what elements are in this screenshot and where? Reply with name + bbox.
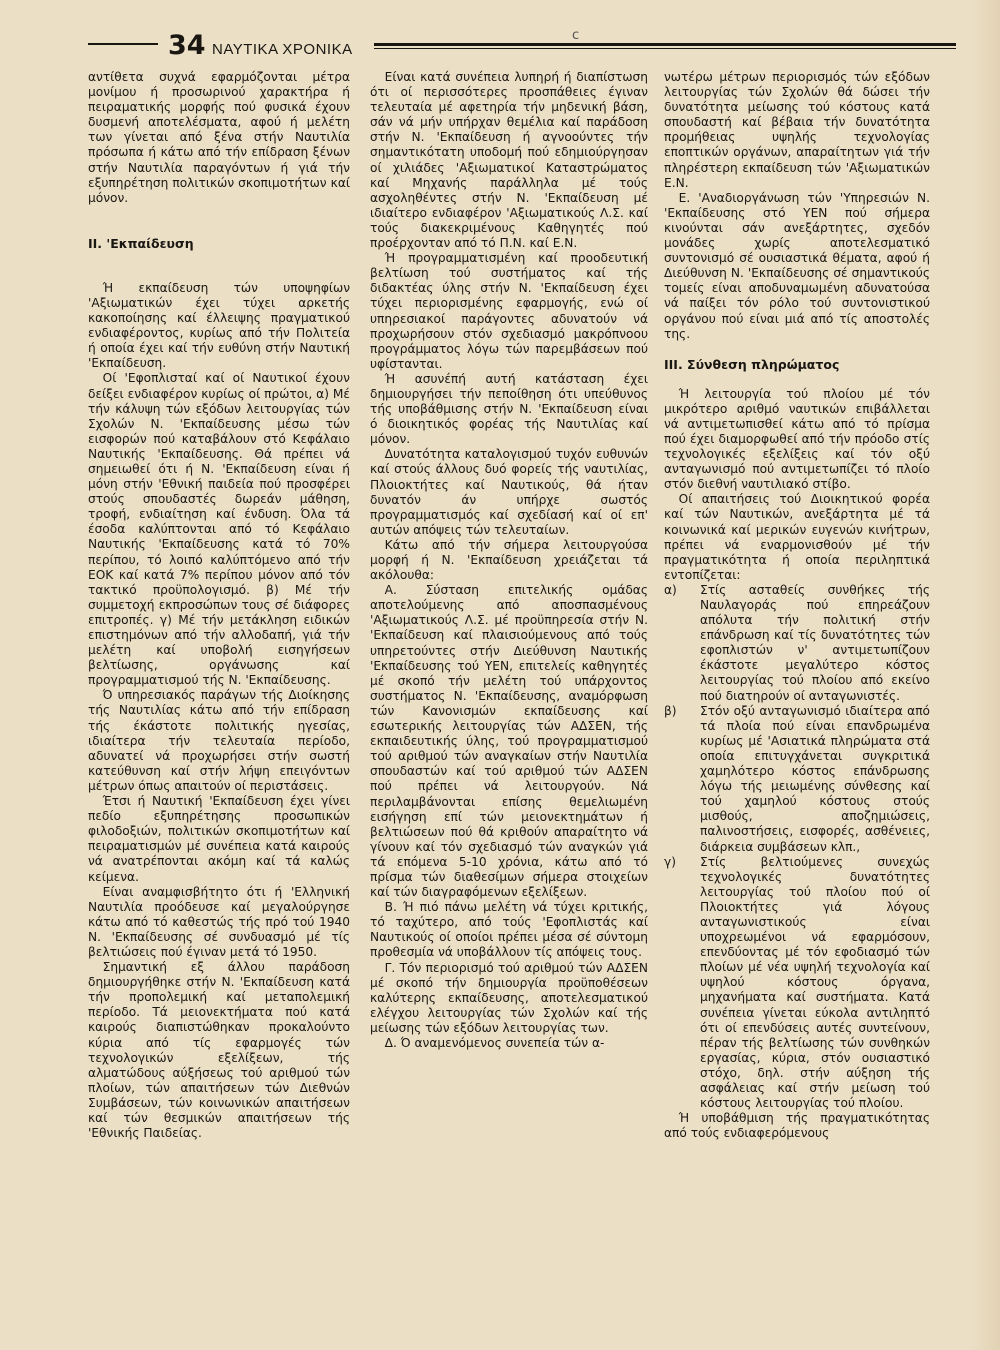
- paragraph: Γ. Τόν περιορισμό τού αριθμού τών ΑΔΣΕΝ μέ σκοπό τήν δημιουργία προϋποθέσεων καλύτερης εκπαίδευσης, αποτελεσματικού ελέγχου λειτουργίας τών Σχολών καί τής μείωσης τών εξόδων λειτουργίας των.: [370, 960, 648, 1035]
- paragraph: Ή υποβάθμιση τής πραγματικότητας από τούς ενδιαφερόμενους: [664, 1111, 930, 1141]
- page-edge-shading: [970, 0, 1000, 1350]
- paragraph: Είναι κατά συνέπεια λυπηρή ή διαπίστωση ότι οί περισσότερες προσπάθειες έγιναν τελευταία μέ αφετηρία τήν μηδενική βάση, σάν νά μήν υπήρχαν θεμέλια καί παράδοση στήν Ν. 'Εκπαίδευση ή αγνοούντες τήν σημαντικότατη υποδομή πού εδημιούργησαν οί χιλιάδες 'Αξιωματικοί Καταστρώματος καί Μηχανής παράλληλα μέ τούς ασχοληθέντες στήν Ν. 'Εκπαίδευση μέ ιδιαίτερο ενδιαφέρον 'Αξιωματικούς Λ.Σ. καί τούς διακεκριμένους Καθηγητές πού προέρχονταν από τό Π.Ν. καί Ε.Ν.: [370, 70, 648, 251]
- list-label: γ): [664, 854, 676, 869]
- paragraph: Ή προγραμματισμένη καί προοδευτική βελτίωση τού συστήματος καί τής διδακτέας ύλης στήν Ν. 'Εκπαίδευση έχει τύχει περιορισμένης εφαρμογής, ενώ οί υπηρεσιακοί παράγοντες αδυνατούν νά προχωρήσουν στόν σχεδιασμό μακρόπνοου προγράμματος λόγω τών παρεμβάσεων πού υφίστανται.: [370, 251, 648, 371]
- paragraph: Α. Σύσταση επιτελικής ομάδας αποτελούμενης από αποσπασμένους 'Αξιωματικούς Λ.Σ. μέ προϋπηρεσία στήν Ν. 'Εκπαίδευση καί πλαισιούμενους από τούς υπηρετούντες στήν Διεύθυνση Ναυτικής 'Εκπαίδευσης τού ΥΕΝ, επιτελείς καθηγητές μέ σκοπό τήν μελέτη τού υπάρχοντος συστήματος Ν. 'Εκπαίδευσης, αναμόρφωση τών Κανονισμών εκπαίδευσης καί εσωτερικής λειτουργίας τών ΑΔΣΕΝ, τής εκπαιδευτικής ύλης, τού προγραμματισμού τού αριθμού τών αναγκαίων στήν Ναυτιλία σπουδαστών καί τού αριθμού τών ΑΔΣΕΝ πού πρέπει νά λειτουργούν. Νά περιλαμβάνονται επίσης θεμελιωμένη εισήγηση επί τών μειονεκτημάτων ή βελτιώσεων πού θά κριθούν απαραίτητο νά γίνουν καί τόν σχεδιασμό τών αναγκών γιά τά επόμενα 5-10 χρόνια, κάτω από τό πρίσμα τών διαθεσίμων σήμερα στοιχείων καί τών διαγραφόμενων εξελίξεων.: [370, 583, 648, 900]
- list-label: α): [664, 582, 677, 597]
- list-item: [664, 855, 930, 1112]
- paragraph: Σημαντική εξ άλλου παράδοση δημιουργήθηκε στήν Ν. 'Εκπαίδευση κατά τήν προπολεμική καί μεταπολεμική περίοδο. Τά μειονεκτήματα πού κατά καιρούς διαπιστώθηκαν προκαλούντο κύρια από τίς εφαρμογές τών τεχνολογικών εξελίξεων, τής αλματώδους αύξήσεως τού αριθμού τών πλοίων, τών απαιτήσεων τών Διεθνών Συμβάσεων, τών κοινωνικών απαιτήσεων καί τών θεσμικών απαιτήσεων τής 'Εθνικής Παιδείας.: [88, 960, 350, 1141]
- list-text: Στόν οξύ ανταγωνισμό ιδιαίτερα από τά πλοία πού είναι επανδρωμένα κυρίως μέ 'Ασιατικά πληρώματα στά οποία επιτυγχάνεται συγκριτικά χαμηλότερο κόστος επάνδρωσης λόγω τής μειωμένης σύνθεσης καί τού χαμηλού κόστους στούς μισθούς, αποζημιώσεις, παλινοστήσεις, εισφορές, ασθένειες, διάρκεια συμβάσεων κλπ.,: [700, 703, 930, 854]
- paragraph: αντίθετα συχνά εφαρμόζονται μέτρα μονίμου ή προσωρινού χαρακτήρα ή πειραματικής μορφής πού φυσικά έχουν δυσμενή αποτελέσματα, αφού ή μελέτη των γίνεται από ξένα στήν Ναυτιλία πρόσωπα ή κάτω από τήν επίδραση ξένων στήν Ναυτιλία παραγόντων ή γιά τήν εξυπηρέτηση πολιτικών σκοπιμοτήτων καί μόνον.: [88, 70, 350, 205]
- list-label: β): [664, 703, 677, 718]
- magazine-title: ΝΑΥΤΙΚΑ ΧΡΟΝΙΚΑ: [212, 41, 353, 58]
- corner-mark: c: [572, 28, 580, 43]
- header-rule-right-thin: [374, 48, 956, 49]
- list-text: Στίς ασταθείς συνθήκες τής Ναυλαγοράς πού επηρεάζουν απόλυτα τήν πολιτική στήν επάνδρωση καί τίς δυνατότητες τών εφοπλιστών ν' αντιμετωπίζουν έκάστοτε μεγαλύτερο κόστος λειτουργίας τού πλοίου από εκείνο πού διατηρούν οί ανταγωνιστές.: [700, 582, 930, 703]
- paragraph: Ε. 'Αναδιοργάνωση τών 'Υπηρεσιών Ν. 'Εκπαίδευσης στό ΥΕΝ πού σήμερα κινούνται σάν ανεξάρτητες, σχεδόν μονάδες χωρίς αποτελεσματικό συντονισμό σέ ουσιαστικά θέματα, αφού ή Διεύθυνση Ν. 'Εκπαίδευσης σέ σημαντικούς τομείς είναι αποδυναμωμένη αδυνατούσα νά παίξει τόν ρόλο τού συντονιστικού οργάνου πού είναι μιά από τίς αποστολές της.: [664, 190, 930, 341]
- column-1: [88, 70, 350, 1141]
- paragraph: Δυνατότητα καταλογισμού τυχόν ευθυνών καί στούς άλλους δυό φορείς τής ναυτιλίας, Πλοιοκτήτες καί Ναυτικούς, θά ήταν δυνατόν άν υπήρχε σωστός προγραμματισμός καί σχεδίασή καί οί επ' αυτών απόψεις τών τελευταίων.: [370, 447, 648, 537]
- list-text: Στίς βελτιούμενες συνεχώς τεχνολογικές δυνατότητες λειτουργίας τού πλοίου πού οί Πλοιοκτήτες γιά λόγους ανταγωνιστικούς είναι υποχρεωμένοι νά εφαρμόσουν, επενδύοντας μέ τόν εφοδιασμό τών πλοίων μέ νέα υψηλή τεχνολογία καί υψηλού κόστους όργανα, μηχανήματα καί συστήματα. Κατά συνέπεια γίνεται εύκολα αντιληπτό ότι οί επενδύσεις αυτές συντείνουν, πέραν τής βελτίωσης τών συνθηκών εργασίας, κύρια, στόν ουσιαστικό στόχο, δηλ. στήν αύξηση τής ασφάλειας καί στήν μείωση τού κόστους λειτουργίας τού πλοίου.: [700, 854, 930, 1111]
- section-heading-education: ΙΙ. 'Εκπαίδευση: [88, 235, 194, 251]
- header-rule-right: [374, 43, 956, 46]
- paragraph: Κάτω από τήν σήμερα λειτουργούσα μορφή ή Ν. 'Εκπαίδευση χρειάζεται τά ακόλουθα:: [370, 537, 648, 583]
- paragraph: Β. Ή πιό πάνω μελέτη νά τύχει κριτικής, τό ταχύτερο, από τούς 'Εφοπλιστάς καί Ναυτικούς οί οποίοι πρέπει μέσα σέ σύντομη προθεσμία νά υποβάλλουν τίς απόψεις τους.: [370, 900, 648, 960]
- paragraph: Δ. Ό αναμενόμενος συνεπεία τών α-: [384, 1036, 605, 1050]
- paragraph: Ή λειτουργία τού πλοίου μέ τόν μικρότερο αριθμό ναυτικών επιβάλλεται νά αντιμετωπισθεί κάτω από τό πρίσμα πού έχει διαμορφωθεί από τήν πρόοδο στίς τεχνολογικές εξελίξεις καί τόν οξύ ανταγωνισμό πού αντιμετωπίζει τό πλοίο στόν διεθνή ναυτιλιακό στίβο.: [664, 386, 930, 492]
- paragraph: Οί απαιτήσεις τού Διοικητικού φορέα καί τών Ναυτικών, ανεξάρτητα μέ τά κοινωνικά καί μερικών ευγενών κινήτρων, πρέπει νά εναρμονισθούν μέ τήν πραγματικότητα ή οποία περιληπτικά εντοπίζεται:: [664, 492, 930, 582]
- paragraph: Είναι αναμφισβήτητο ότι ή 'Ελληνική Ναυτιλία προόδευσε καί μεγαλούργησε κάτω από τό καθεστώς τής πρό τού 1940 Ν. 'Εκπαίδευσης σέ συνδυασμό μέ τίς βελτιώσεις πού έγιναν μετά τό 1950.: [88, 884, 350, 959]
- paragraph: Ή ασυνέπή αυτή κατάσταση έχει δημιουργήσει τήν πεποίθηση ότι υπεύθυνος τής υποβάθμισης στήν Ν. 'Εκπαίδευση είναι ό διοικητικός φορέας τής Ναυτιλίας καί μόνον.: [370, 371, 648, 447]
- list-item: [664, 704, 930, 855]
- paragraph: Έτσι ή Ναυτική 'Εκπαίδευση έχει γίνει πεδίο εξυπηρέτησης προσωπικών φιλοδοξιών, πολιτικών σκοπιμοτήτων καί πειραματισμών μέ συνέπεια κατά καιρούς νά ανατρέπονται ακόμη καί τά καλώς κείμενα.: [88, 794, 350, 884]
- list-item: [664, 583, 930, 704]
- column-2: [370, 70, 648, 1051]
- paragraph: νωτέρω μέτρων περιορισμός τών εξόδων λειτουργίας τών Σχολών θά δώσει τήν δυνατότητα μείωσης τού κόστους κατά σπουδαστή καί βέβαια τήν δυνατότητα προμήθειας υψηλής τεχνολογίας εποπτικών οργάνων, απαραίτητων γιά τήν πληρέστερη εκπαίδευση τών 'Αξιωματικών Ε.Ν.: [664, 70, 930, 190]
- paragraph: Ή εκπαίδευση τών υποψηφίων 'Αξιωματικών έχει τύχει αρκετής κακοποίησης καί έλλειψης πραγματικού ενδιαφέροντος, κυρίως από τήν Πολιτεία ή οποία έχει καί τήν ευθύνη στήν Ναυτική 'Εκπαίδευση.: [88, 280, 350, 371]
- paragraph: Οί 'Εφοπλισταί καί οί Ναυτικοί έχουν δείξει ενδιαφέρον κυρίως οί πρώτοι, α) Μέ τήν κάλυψη τών εξόδων λειτουργίας τών Σχολών Ν. 'Εκπαίδευσης μέσω τών εισφορών πού καταβάλουν στό Κεφάλαιο Ναυτικής 'Εκπαίδευσης. Θά πρέπει νά σημειωθεί ότι ή Ν. 'Εκπαίδευση είναι ή μόνη στήν 'Εθνική παιδεία πού προσφέρει στούς σπουδαστές δωρεάν μάθηση, τροφή, ενδιαίτηση καί ένδυση. Όλα τά έσοδα καλύπτονται από τό Κεφάλαιο Ναυτικής 'Εκπαίδευσης κατά τό 70% περίπου, τό λοιπό καλύπτόμενο από τήν ΕΟΚ καί κατά 7% περίπου μόνον από τόν τακτικό προϋπολογισμό. β) Μέ τήν συμμετοχή εκπροσώπων τους σέ διάφορες επιτροπές. γ) Μέ τήν μετάκληση ειδικών επιστημόνων από τήν αλλοδαπή, γιά τήν μελέτη καί υποβολή εισηγήσεων βελτίωσης, οργάνωσης καί προγραμματισμού τής Ν. 'Εκπαίδευσης.: [88, 371, 350, 688]
- section-heading-crew: ΙΙΙ. Σύνθεση πληρώματος: [664, 356, 840, 372]
- paragraph: Ό υπηρεσιακός παράγων τής Διοίκησης τής Ναυτιλίας κάτω από τήν επίδραση τής έκάστοτε πολιτικής ηγεσίας, ιδιαίτερα τήν τελευταία περίοδο, αδυνατεί νά προχωρήσει στήν σωστή κατεύθυνση καί στήν λήψη επειγόντων μέτρων όπως απαιτούν οί περιστάσεις.: [88, 688, 350, 793]
- column-3: [664, 70, 930, 1141]
- header-rule-left: [88, 43, 158, 45]
- page-header: [88, 30, 958, 64]
- page-number: 34: [168, 30, 206, 61]
